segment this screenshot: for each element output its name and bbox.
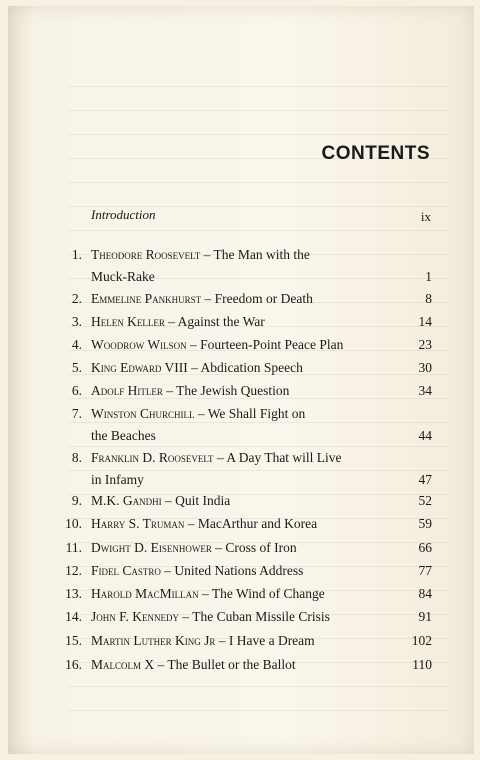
speech-title: – I Have a Dream	[215, 633, 315, 648]
speaker-name: Winston Churchill	[91, 406, 195, 421]
speaker-name: Franklin D. Roosevelt	[91, 450, 214, 465]
entry-page: 59	[418, 516, 432, 531]
entry-title	[91, 513, 381, 535]
entry-number: 7.	[71, 406, 82, 421]
speaker-name: John F. Kennedy	[91, 609, 180, 624]
speaker-name: King Edward	[91, 360, 162, 375]
entry-title	[91, 490, 381, 512]
speech-title: – The Bullet or the Ballot	[154, 657, 296, 672]
entry-page: 66	[418, 540, 432, 555]
entry-page: 8	[425, 291, 432, 306]
entry-number: 13.	[65, 586, 82, 601]
entry-title	[91, 560, 381, 582]
entry-number: 3.	[71, 314, 82, 329]
speech-title: – United Nations Address	[160, 563, 304, 578]
speech-title: – Quit India	[161, 493, 231, 508]
speech-title: – Freedom or Death	[201, 291, 313, 306]
entry-page: 14	[418, 314, 432, 329]
speech-title: – A Day That will Live	[213, 450, 342, 465]
speaker-name: Theodore Roosevelt	[91, 247, 201, 262]
entry-title	[91, 403, 381, 447]
entry-page: 110	[412, 657, 432, 672]
introduction-page: ix	[420, 209, 431, 224]
speaker-name: Harry S. Truman	[91, 516, 185, 531]
entry-title	[91, 583, 381, 605]
toc-introduction	[91, 207, 431, 223]
entry-page: 91	[418, 609, 432, 624]
speaker-name: Emmeline Pankhurst	[91, 291, 202, 306]
speech-title: – The Man with the	[200, 247, 310, 262]
entry-number: 12.	[65, 563, 82, 578]
speaker-name: Adolf Hitler	[91, 383, 163, 398]
speech-title-cont: in Infamy	[91, 472, 144, 487]
speaker-name: Harold MacMillan	[91, 586, 199, 601]
speech-title: – MacArthur and Korea	[184, 516, 318, 531]
entry-title	[91, 311, 381, 333]
entry-page: 30	[418, 360, 432, 375]
entry-number: 11.	[65, 540, 82, 555]
entry-number: 10.	[65, 516, 82, 531]
speech-title: – Fourteen-Point Peace Plan	[186, 337, 344, 352]
entry-number: 5.	[71, 360, 82, 375]
entry-title	[91, 357, 381, 379]
entry-page: 44	[418, 428, 432, 443]
entry-page: 102	[411, 633, 432, 648]
entry-title	[91, 288, 381, 310]
entry-number: 16.	[65, 657, 82, 672]
speaker-name: Helen Keller	[91, 314, 165, 329]
entry-page: 77	[418, 563, 432, 578]
speech-title: – The Cuban Missile Crisis	[179, 609, 330, 624]
speech-title: – The Jewish Question	[162, 383, 290, 398]
entry-title	[91, 447, 381, 491]
speech-title: – We Shall Fight on	[194, 406, 306, 421]
speech-title-cont: Muck-Rake	[91, 269, 155, 284]
entry-title	[91, 654, 381, 676]
entry-page: 1	[425, 269, 432, 284]
speaker-name: Woodrow Wilson	[91, 337, 187, 352]
entry-title	[91, 244, 381, 288]
speech-title: – The Wind of Change	[198, 586, 325, 601]
speech-title-cont: the Beaches	[91, 428, 156, 443]
entry-number: 9.	[71, 493, 82, 508]
speech-title: VIII – Abdication Speech	[161, 360, 303, 375]
entry-page: 52	[418, 493, 432, 508]
entry-number: 8.	[71, 450, 82, 465]
entry-title	[91, 334, 381, 356]
speaker-name: Dwight D. Eisenhower	[91, 540, 212, 555]
speech-title: – Against the War	[164, 314, 265, 329]
entry-title	[91, 380, 381, 402]
speaker-name: M.K. Gandhi	[91, 493, 162, 508]
entry-number: 4.	[71, 337, 82, 352]
page-title: CONTENTS	[321, 143, 430, 164]
entry-page: 34	[418, 383, 432, 398]
entry-number: 6.	[71, 383, 82, 398]
entry-page: 23	[418, 337, 432, 352]
entry-title	[91, 606, 381, 628]
speech-title: – Cross of Iron	[211, 540, 297, 555]
entry-page: 47	[418, 472, 432, 487]
entry-title	[91, 537, 381, 559]
speaker-name: Fidel Castro	[91, 563, 161, 578]
entry-number: 1.	[71, 247, 82, 262]
speaker-name: Martin Luther King Jr	[91, 633, 216, 648]
speaker-name: Malcolm X	[91, 657, 155, 672]
entry-number: 15.	[65, 633, 82, 648]
entry-number: 14.	[65, 609, 82, 624]
entry-page: 84	[418, 586, 432, 601]
entry-title	[91, 630, 381, 652]
introduction-label: Introduction	[91, 207, 156, 222]
entry-number: 2.	[71, 291, 82, 306]
